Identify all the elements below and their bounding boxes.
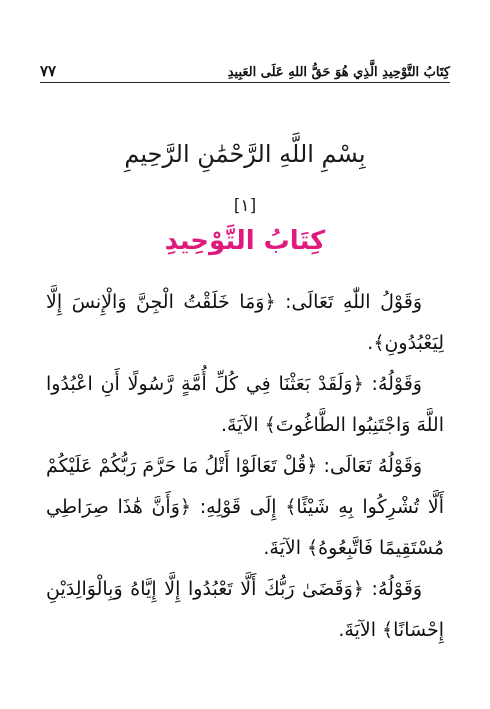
page-header xyxy=(40,58,450,83)
basmala: بِسْمِ اللَّهِ الرَّحْمَٰنِ الرَّحِيمِ xyxy=(124,140,366,168)
chapter-number: [١] xyxy=(233,196,257,216)
page-number: ٧٧ xyxy=(40,62,57,80)
paragraph: وَقَوْلُهُ: ﴿وَقَضَىٰ رَبُّكَ أَلَّا تَعْبُدُوا إِلَّا إِيَّاهُ وَبِالْوَالِدَيْنِ إِحْسَانًا﴾ الآيَةَ. xyxy=(46,578,444,641)
paragraph: وَقَوْلُ اللّٰهِ تَعَالَى: ﴿وَمَا خَلَقْتُ الْجِنَّ وَالْإِنسَ إِلَّا لِيَعْبُدُونِ﴾. xyxy=(46,291,444,354)
body-text xyxy=(46,282,444,651)
chapter-title: كِتَابُ التَّوْحِيدِ xyxy=(164,226,326,256)
running-title: كِتَابُ التَّوْحِيدِ الَّذِي هُوَ حَقُّ اللهِ عَلَى العَبِيدِ xyxy=(227,65,450,80)
paragraph: وَقَوْلُهُ تَعَالَى: ﴿قُلْ تَعَالَوْا أَتْلُ مَا حَرَّمَ رَبُّكُمْ عَلَيْكُمْ أَلَّا تُشْرِكُوا بِهِ شَيْئًا﴾ إِلَى قَوْلِهِ: ﴿وَأَنَّ هَٰذَا صِرَاطِي مُسْتَقِيمًا فَاتَّبِعُوهُ﴾ الآيَةَ. xyxy=(46,455,444,559)
paragraph: وَقَوْلُهُ: ﴿وَلَقَدْ بَعَثْنَا فِي كُلِّ أُمَّةٍ رَّسُولًا أَنِ اعْبُدُوا اللَّهَ وَاجْتَنِبُوا الطَّاغُوتَ﴾ الآيَةَ. xyxy=(46,373,444,436)
